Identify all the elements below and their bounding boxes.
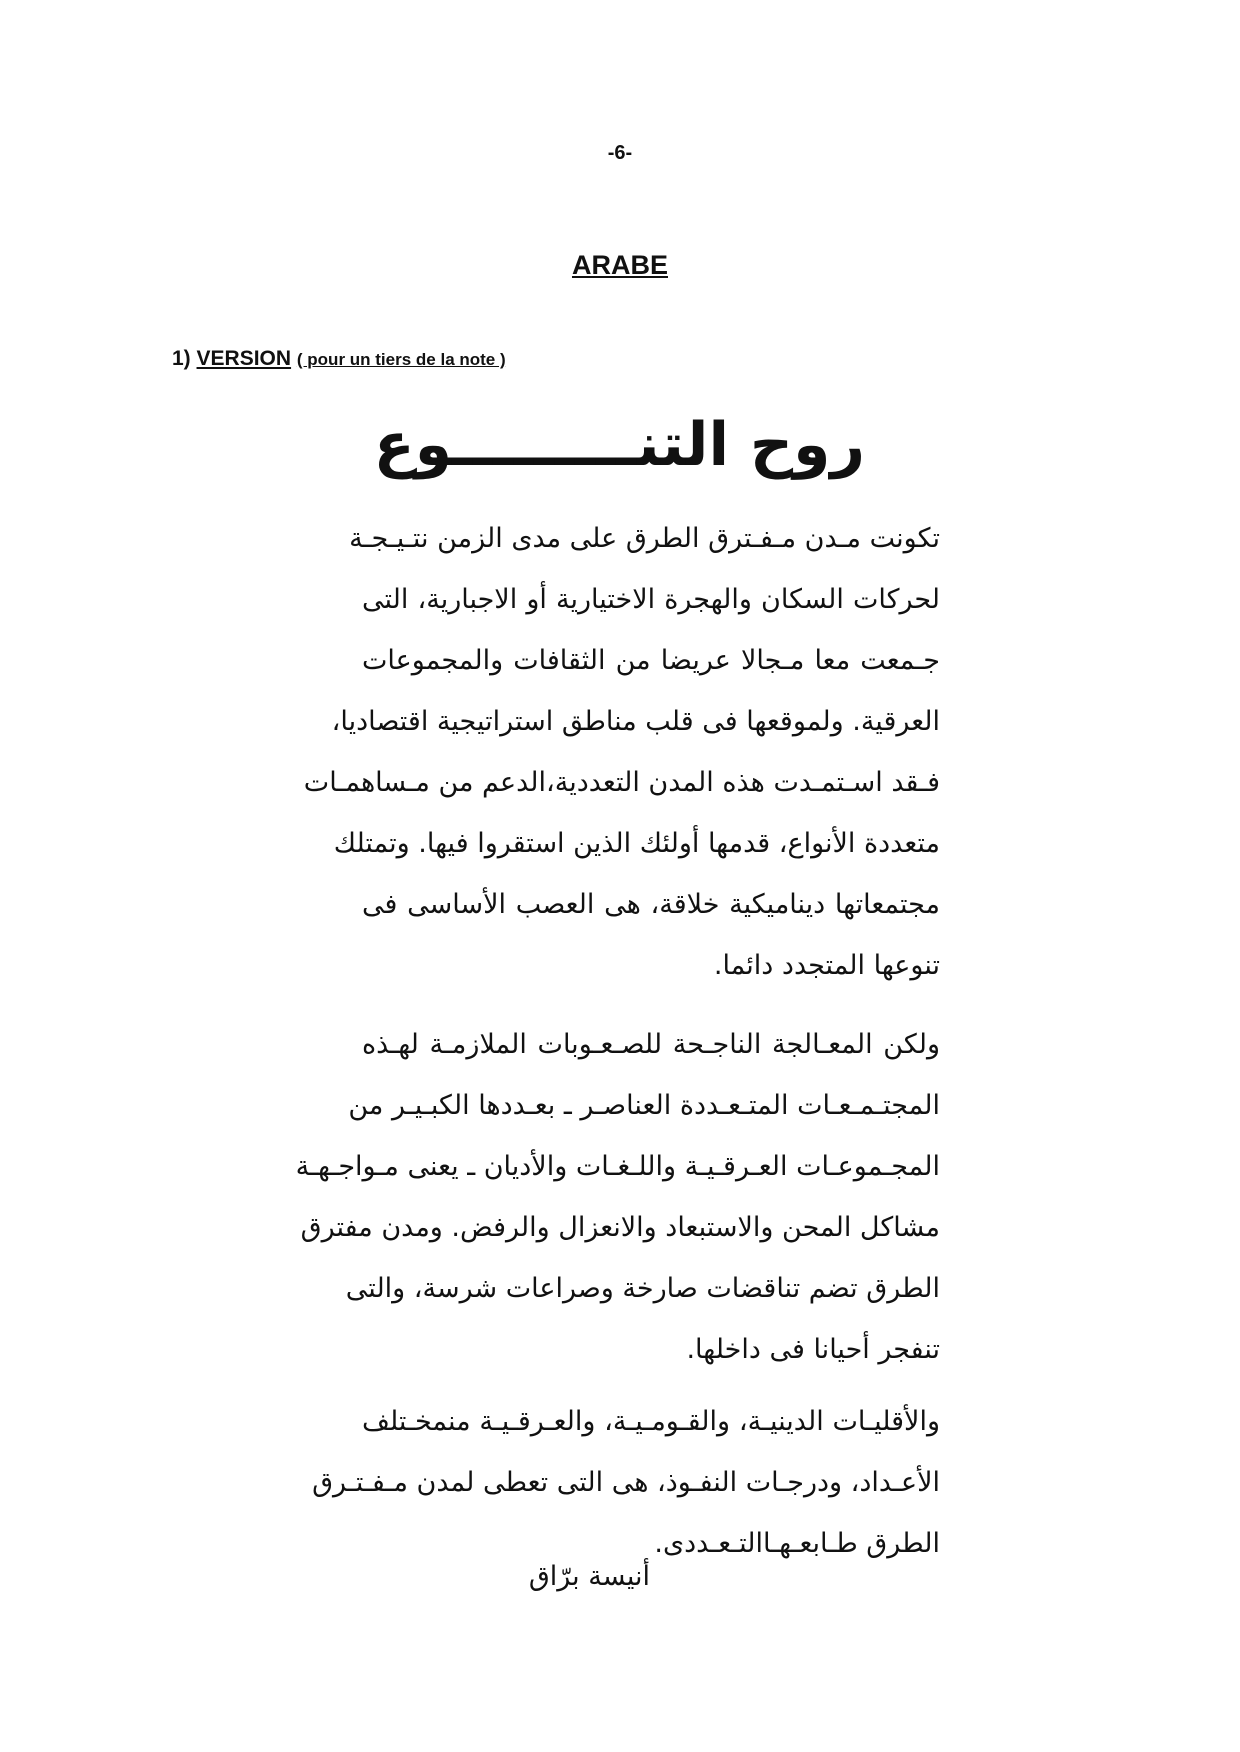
arabic-title: روح التنـــــــــوع: [373, 410, 865, 480]
paragraph-line: فـقد اسـتمـدت هذه المدن التعددية،الدعم من مـساهمـات: [303, 767, 940, 798]
paragraph-line: الأعـداد، ودرجـات النفـوذ، هى التى تعطى لمدن مـفـتـرق: [312, 1467, 940, 1498]
paragraph-line: تنفجر أحيانا فى داخلها.: [686, 1334, 940, 1365]
paragraph-line: المجـموعـات العـرقـيـة واللـغـات والأديان ـ يعنى مـواجـهـة: [295, 1151, 940, 1182]
paragraph-line: تنوعها المتجدد دائما.: [713, 950, 940, 981]
paragraph-1: [303, 508, 940, 996]
version-note: ( pour un tiers de la note ): [296, 350, 506, 369]
version-label: VERSION: [196, 347, 292, 370]
paragraph-line: جـمعت معا مـجالا عريضا من الثقافات والمجموعات: [362, 645, 940, 676]
paragraph-line: والأقليـات الدينيـة، والقـومـيـة، والعـرقـيـة منمخـتلف: [362, 1406, 940, 1437]
paragraph-line: تكونت مـدن مـفـترق الطرق على مدى الزمن نتـيـجـة: [349, 523, 940, 554]
paragraph-line: الطرق تضم تناقضات صارخة وصراعات شرسة، والتى: [345, 1273, 940, 1304]
paragraph-line: لحركات السكان والهجرة الاختيارية أو الاجبارية، التى: [362, 584, 940, 615]
paragraph-line: العرقية. ولموقعها فى قلب مناطق استراتيجية اقتصاديا،: [331, 706, 940, 737]
version-number: 1): [172, 347, 191, 370]
paragraph-line: المجتـمـعـات المتـعـددة العناصـر ـ بعـددها الكبـيـر من: [348, 1090, 940, 1121]
paragraph-line: الطرق طـابعـهـاالتـعـددى.: [654, 1528, 940, 1559]
author-signature: أنيسة برّاق: [528, 1561, 650, 1592]
version-heading: [172, 347, 506, 371]
paragraph-line: ولكن المعـالجة الناجـحة للصـعـوبات الملازمـة لهـذه: [362, 1029, 940, 1060]
paragraph-line: متعددة الأنواع، قدمها أولئك الذين استقروا فيها. وتمتلك: [333, 828, 940, 859]
paragraph-line: مجتمعاتها ديناميكية خلاقة، هى العصب الأساسى فى: [362, 889, 940, 920]
paragraph-2: [295, 1014, 940, 1380]
paragraph-line: مشاكل المحن والاستبعاد والانعزال والرفض. ومدن مفترق: [300, 1212, 940, 1243]
paragraph-3: [312, 1391, 940, 1574]
section-title: ARABE: [571, 250, 668, 280]
page-number: -6-: [607, 142, 633, 164]
